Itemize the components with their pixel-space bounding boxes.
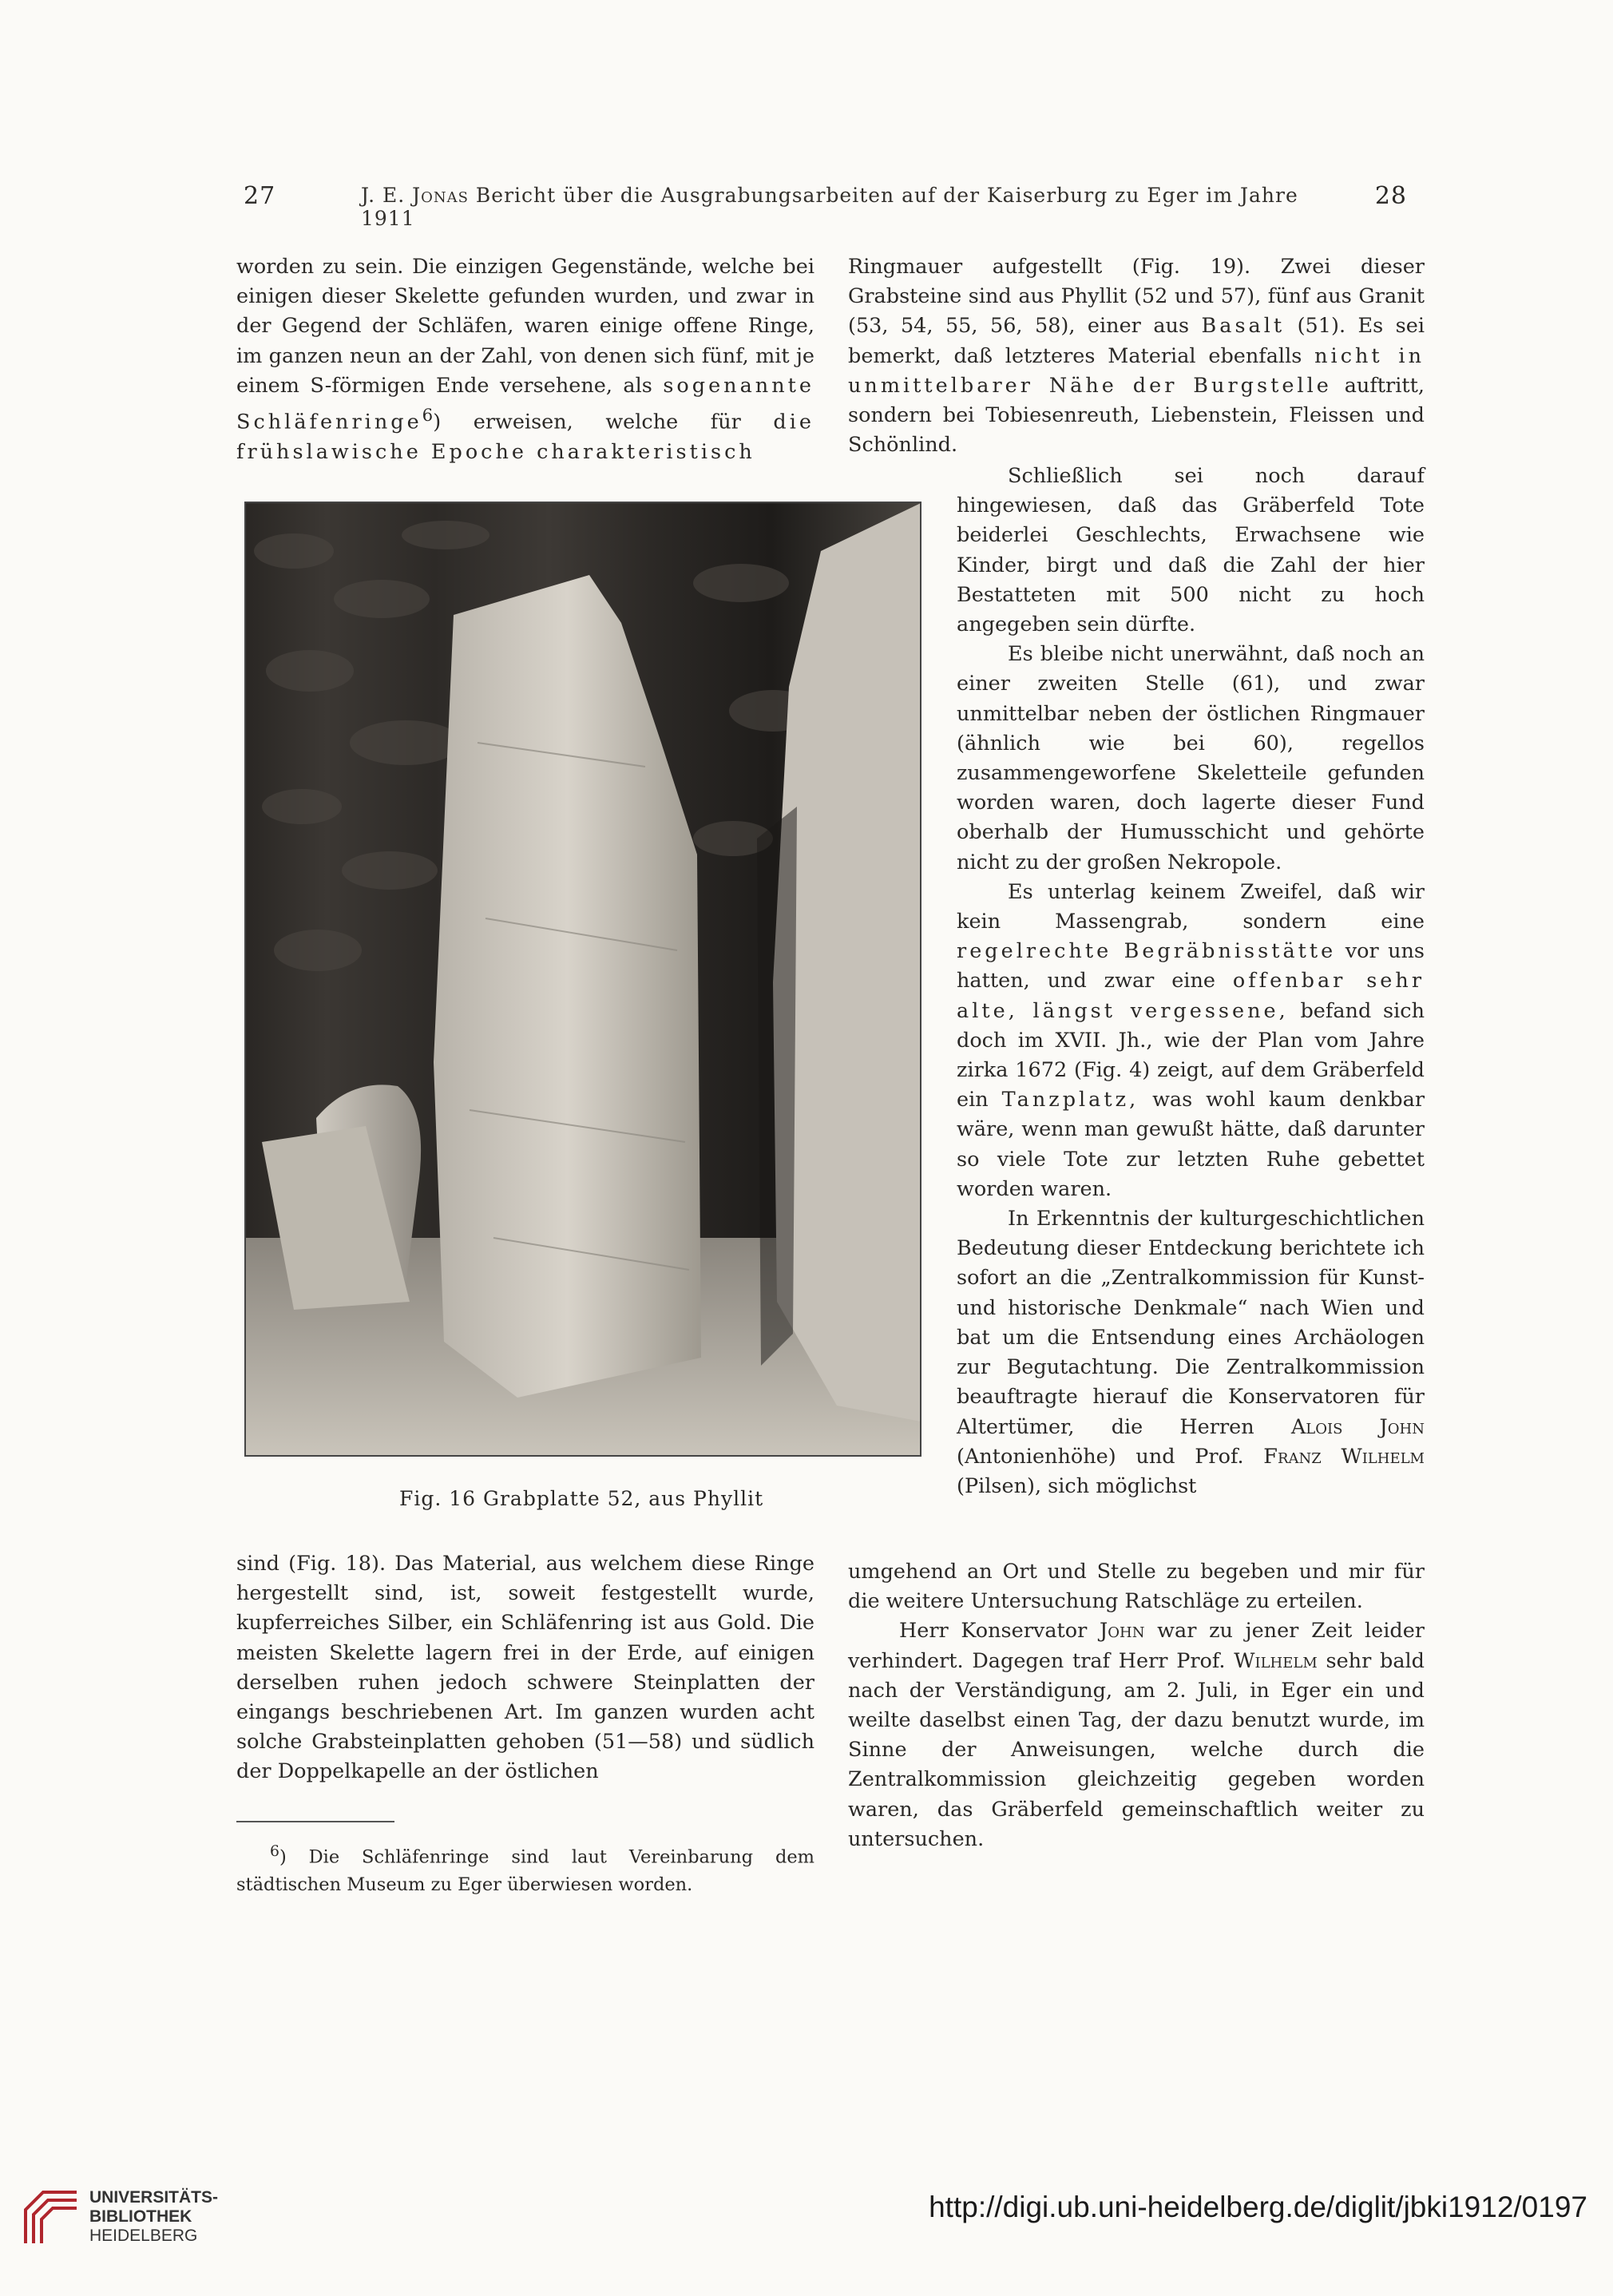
text-run: vor uns hatten, und zwar eine: [957, 939, 1425, 993]
spaced-text: sogenannte Schläfenringe: [236, 373, 814, 434]
text-run: worden zu sein. Die einzigen Gegenstände, welche bei einigen dieser Skelette gefunden wurden, und zwar in der Gegend der Schläfen, waren einige offene Ringe, im ganzen neun an der Zahl, von denen sich fünf, mit je einem S-förmigen Ende versehene, als: [236, 255, 814, 398]
small-caps-name: Wilhelm: [1234, 1648, 1318, 1673]
left-column-top: [236, 252, 814, 467]
text-run: (Antonienhöhe) und Prof.: [957, 1444, 1264, 1469]
page-number-right: 28: [1374, 182, 1407, 210]
footnote: [236, 1838, 814, 1898]
small-caps-name: Franz Wilhelm: [1263, 1444, 1425, 1469]
grave-slab-photo: [246, 503, 920, 1455]
paragraph: [957, 878, 1425, 1204]
figure-caption: Fig. 16 Grabplatte 52, aus Phyllit: [399, 1487, 764, 1510]
spaced-text: offenbar sehr alte, längst vergessene,: [957, 969, 1425, 1023]
paragraph: Es bleibe nicht unerwähnt, daß noch an einer zweiten Stelle (61), und zwar unmittelbar neben der östlichen Ringmauer (ähnlich wie bei 60), regellos zusammengeworfene Skeletteile gefunden worden waren, doch lagerte dieser Fund oberhalb der Humusschicht und gehörte nicht zu der großen Nekropole.: [957, 642, 1425, 874]
paragraph: [848, 252, 1425, 460]
library-name-line: UNIVERSITÄTS-: [89, 2188, 219, 2207]
left-column-bottom: [236, 1549, 814, 1787]
small-caps-name: John: [1100, 1619, 1145, 1644]
page-number-left: 27: [244, 182, 276, 210]
paragraph: sind (Fig. 18). Das Material, aus welchem diese Ringe hergestellt sind, ist, soweit festgestellt wurde, kupferreiches Silber, ein Schläfenring ist aus Gold. Die meisten Skelette lagern frei in der Erde, auf einigen derselben ruhen jedoch schwere Steinplatten der eingangs beschriebenen Art. Im ganzen wurden acht solche Grabsteinplatten gehoben (51—58) und südlich der Doppelkapelle an der östlichen: [236, 1552, 814, 1784]
spaced-text: die frühslawische Epoche charakteristisch: [236, 410, 814, 464]
running-title: [361, 184, 1327, 230]
spaced-text: regelrechte Begräbnisstätte: [957, 939, 1337, 964]
running-header: [0, 182, 1613, 230]
text-run: befand sich doch im XVII. Jh., wie der Plan vom Jahre zirka 1672 (Fig. 4) zeigt, auf dem Gräberfeld ein: [957, 998, 1425, 1112]
text-run: In Erkenntnis der kulturgeschichtlichen Bedeutung dieser Entdeckung berichtete ich sofort an die „Zentralkommission für Kunst- und historische Denkmale“ nach Wien und bat um die Entsendung eines Archäologen zur Begutachtung. Die Zentralkommission beauftragte hierauf die Konservatoren für Altertümer, die Herren: [957, 1207, 1425, 1439]
paragraph: [848, 1616, 1425, 1854]
library-name: [89, 2188, 218, 2246]
text-run: (Pilsen), sich möglichst: [957, 1473, 1197, 1498]
paragraph: Schließlich sei noch darauf hingewiesen, daß das Gräberfeld Tote beiderlei Geschlechts, Erwachsene wie Kinder, birgt und daß die Zahl der hier Bestatteten mit 500 nicht zu hoch angegeben sein dürfte.: [957, 464, 1425, 637]
library-footer: [0, 2172, 1613, 2296]
text-run: Ringmauer aufgestellt (Fig. 19). Zwei dieser Grabsteine sind aus Phyllit (52 und 57), fünf aus Granit (53, 54, 55, 56, 58), einer aus: [848, 255, 1425, 339]
footnote-rule: [236, 1821, 394, 1822]
title-author: Jonas: [412, 184, 469, 207]
text-run: Es unterlag keinem Zweifel, daß wir kein Massengrab, sondern eine: [957, 879, 1425, 934]
spaced-text: Tanzplatz,: [1001, 1088, 1139, 1112]
text-run: (51). Es sei bemerkt, daß letzteres Material ebenfalls: [848, 314, 1425, 368]
paragraph: umgehend an Ort und Stelle zu begeben und mir für die weitere Untersuchung Ratschläge zu erteilen.: [848, 1560, 1425, 1614]
right-column-top: [848, 252, 1425, 460]
title-prefix: J. E.: [361, 184, 413, 207]
spaced-text: nicht in unmittelbarer Nähe der Burgstelle: [848, 343, 1425, 398]
footnote-ref[interactable]: 6: [422, 406, 434, 426]
spaced-text: Basalt: [1201, 314, 1286, 339]
source-url-link[interactable]: http://digi.ub.uni-heidelberg.de/diglit/jbki1912/0197: [929, 2191, 1587, 2223]
library-name-line: BIBLIOTHEK: [89, 2207, 192, 2226]
text-run: ) erweisen, welche für: [433, 410, 774, 434]
right-column-narrow: [957, 462, 1425, 1501]
text-run: Herr Konservator: [899, 1619, 1100, 1644]
paragraph: [957, 1204, 1425, 1501]
right-column-bottom: [848, 1557, 1425, 1854]
photo-figure-grave-slab: [244, 502, 921, 1457]
text-run: sehr bald nach der Verständigung, am 2. Juli, in Eger ein und weilte daselbst einen Tag, der dazu benutzt wurde, im Sinne der Anweisungen, welche durch die Zentralkommission gleichzeitig gegeben worden waren, das Gräberfeld gemeinschaftlich weiter zu untersuchen.: [848, 1648, 1425, 1851]
paragraph: [236, 252, 814, 467]
footnote-text: ) Die Schläfenringe sind laut Vereinbarung dem städtischen Museum zu Eger überwiesen worden.: [236, 1846, 814, 1895]
small-caps-name: Alois John: [1290, 1414, 1425, 1439]
library-name-line: HEIDELBERG: [89, 2227, 198, 2245]
title-rest: Bericht über die Ausgrabungsarbeiten auf der Kaiserburg zu Eger im Jahre 1911: [361, 184, 1298, 230]
text-run: was wohl kaum denkbar wäre, wenn man gewußt hätte, daß darunter so viele Tote zur letzten Ruhe gebettet worden waren.: [957, 1088, 1425, 1201]
text-run: war zu jener Zeit leider verhindert. Dagegen traf Herr Prof.: [848, 1619, 1425, 1673]
library-logo-icon: [19, 2186, 83, 2250]
text-run: auftritt, sondern bei Tobiesenreuth, Liebenstein, Fleissen und Schönlind.: [848, 373, 1425, 458]
footnote-number: 6: [270, 1843, 279, 1860]
